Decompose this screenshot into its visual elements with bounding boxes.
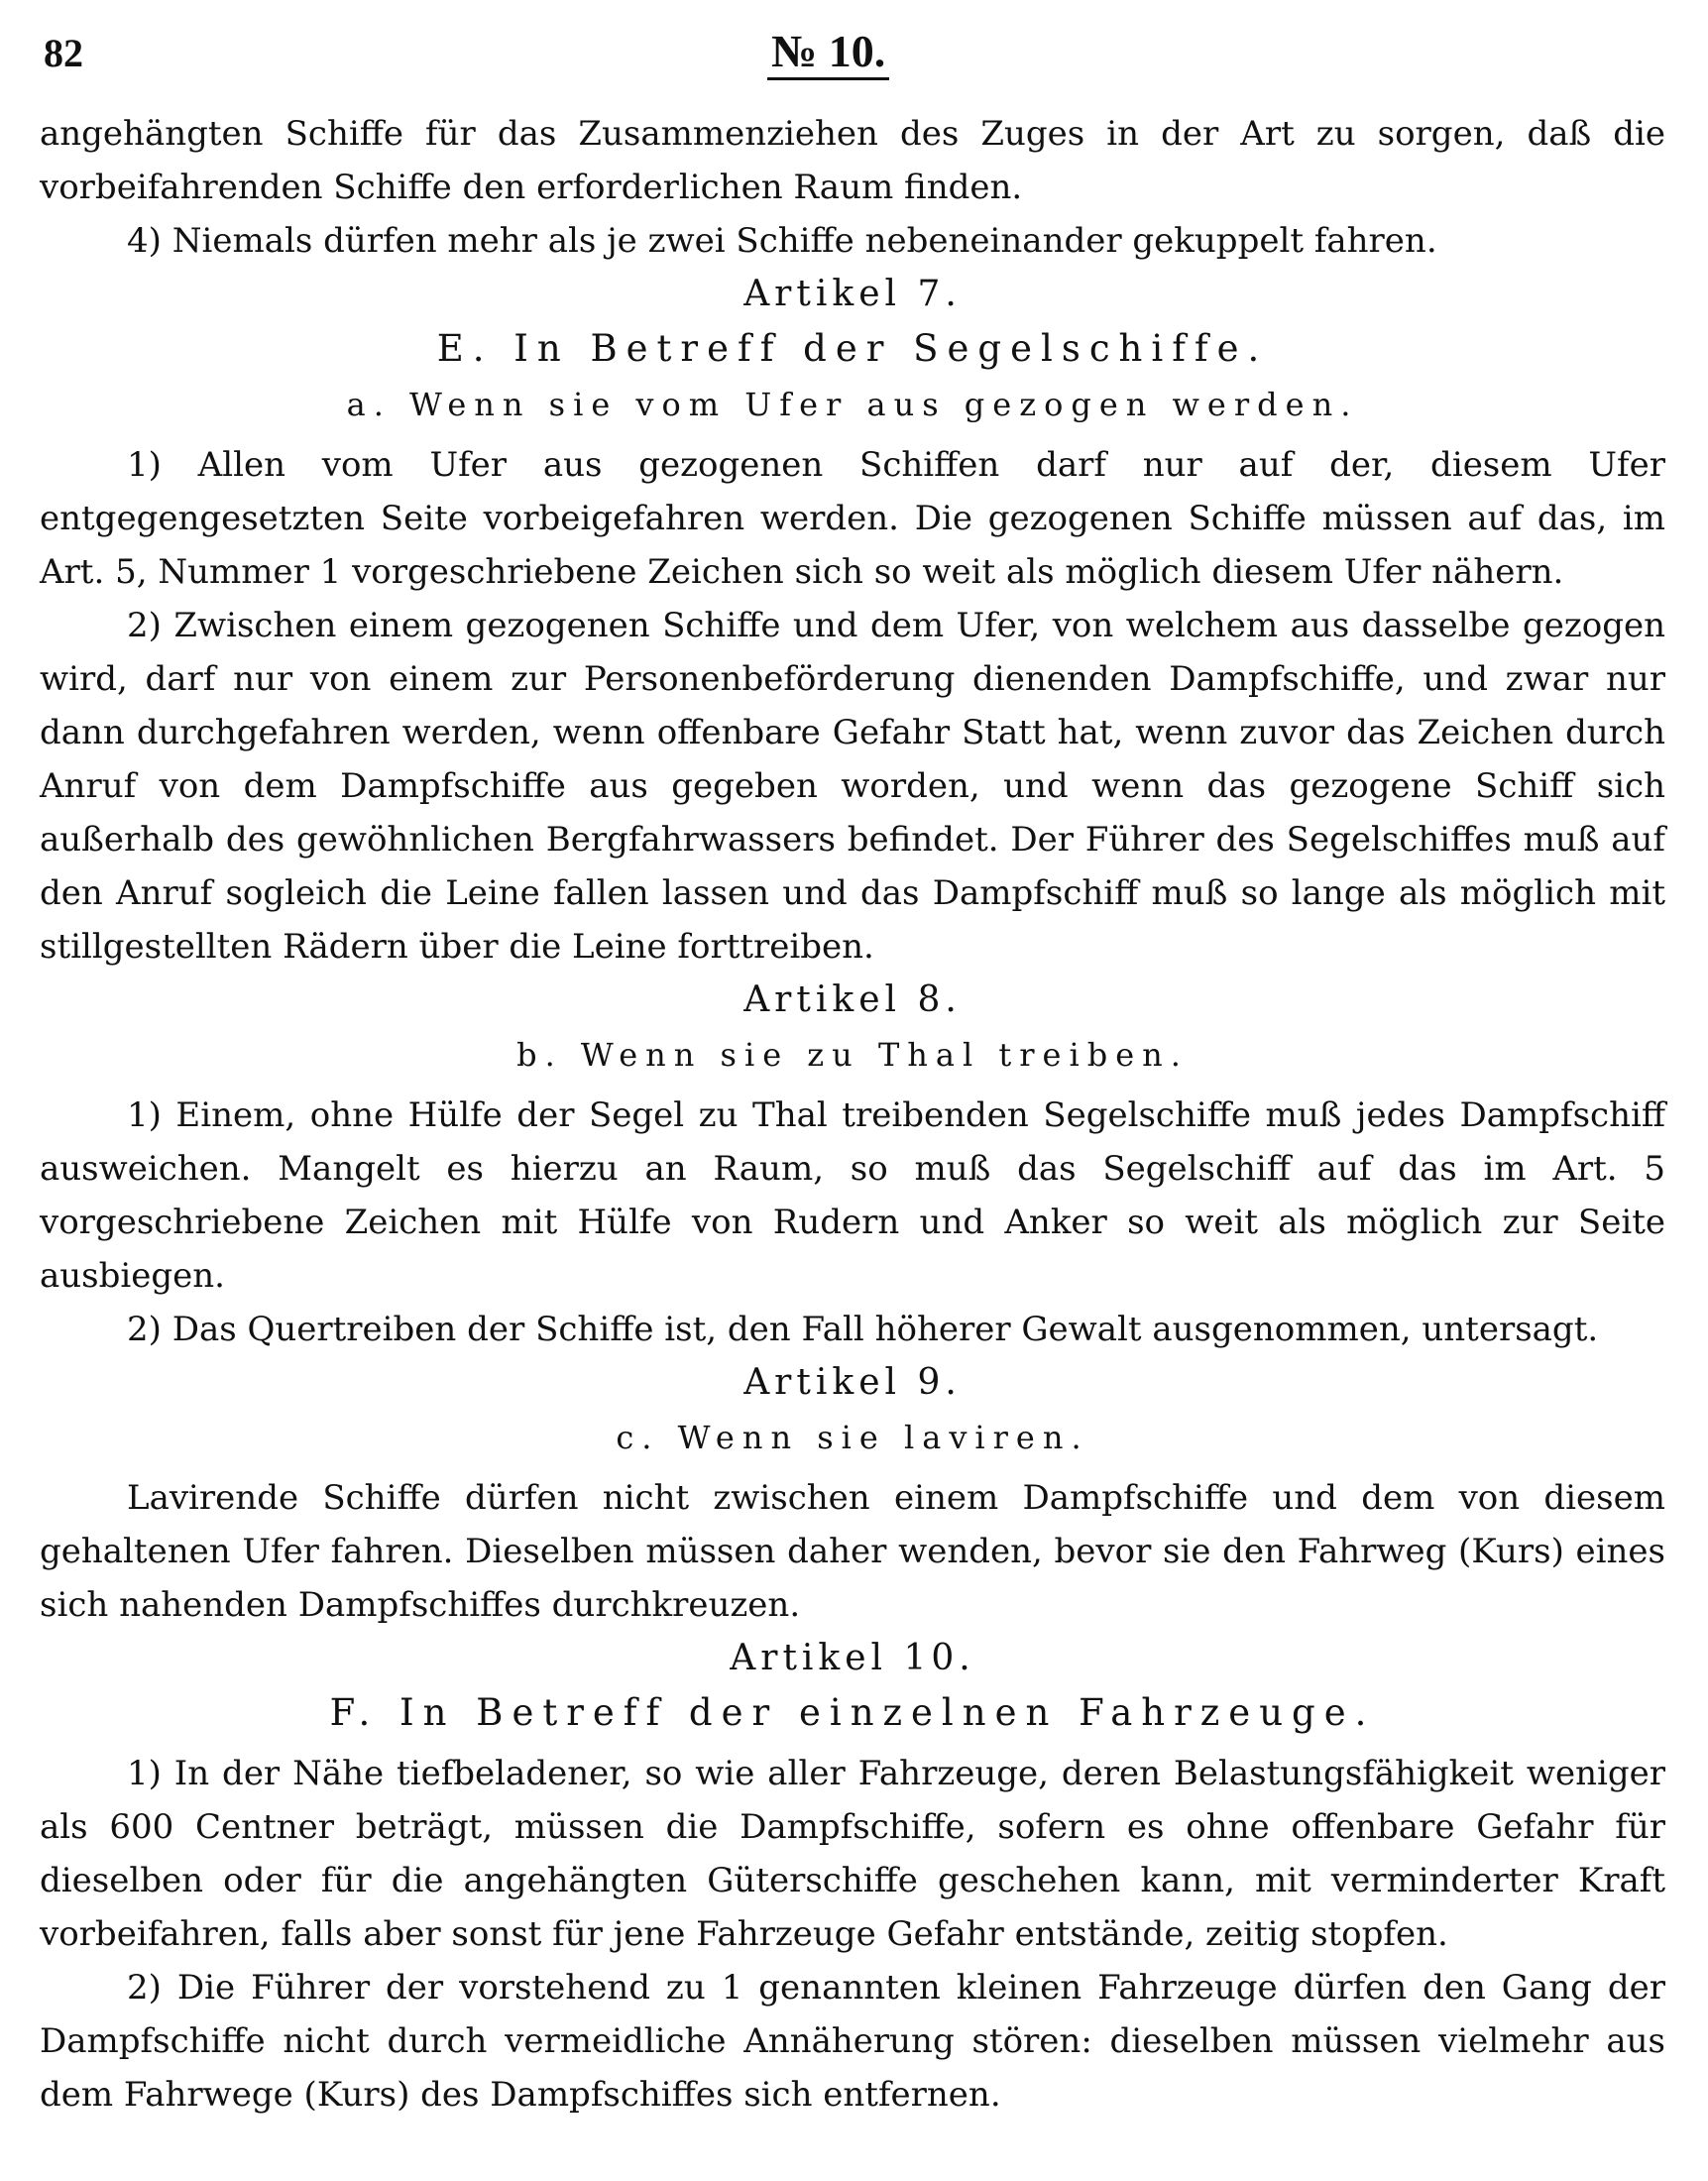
paragraph-art8-2: 2) Das Quertreiben der Schiffe ist, den Fall höherer Gewalt ausgenommen, untersagt. — [127, 1310, 1599, 1349]
paragraph-art10-1: 1) In der Nähe tiefbeladener, so wie aller Fahrzeuge, deren Belastungsfähigkeit weniger als 600 Centner beträgt, müssen die Dampfschiffe, sofern es ohne offenbare Gefahr für dieselben oder für die angehängten Güterschiffe geschehen kann, mit verminderter Kraft vorbeifahren, falls aber sonst für jene Fahrzeuge Gefahr entstände, zeitig stopfen. — [40, 1754, 1665, 1954]
paragraph-art8-1: 1) Einem, ohne Hülfe der Segel zu Thal treibenden Segelschiffe muß jedes Dampfschiff ausweichen. Mangelt es hierzu an Raum, so muß das Segelschiff auf das im Art. 5 vorgeschriebene Zeichen mit Hülfe von Rudern und Anker so weit als möglich zur Seite ausbiegen. — [40, 1095, 1665, 1296]
article-10-heading: Artikel 10. — [730, 1638, 975, 1678]
paragraph-art7-1: 1) Allen vom Ufer aus gezogenen Schiffen darf nur auf der, diesem Ufer entgegengesetzten Seite vorbeigefahren werden. Die gezogenen Schiffe müssen auf das, im Art. 5, Nummer 1 vorgeschriebene Zeichen sich so weit als möglich diesem Ufer nähern. — [40, 445, 1665, 592]
subsection-c-heading: c. Wenn sie laviren. — [616, 1419, 1089, 1456]
article-7-heading: Artikel 7. — [743, 274, 962, 314]
article-9-heading: Artikel 9. — [743, 1362, 962, 1403]
section-e-heading: E. In Betreff der Segelschiffe. — [436, 327, 1269, 370]
paragraph-art10-2: 2) Die Führer der vorstehend zu 1 genannten kleinen Fahrzeuge dürfen den Gang der Dampfschiffe nicht durch vermeidliche Annäherung stören: dieselben müssen vielmehr aus dem Fahrwege (Kurs) des Dampfschiffes sich entfernen. — [40, 1968, 1665, 2115]
paragraph-continuation: angehängten Schiffe für das Zusammenziehen des Zuges in der Art zu sorgen, daß die vorbeifahrenden Schiffe den erforderlichen Raum finden. — [40, 114, 1665, 207]
paragraph-rule-4: 4) Niemals dürfen mehr als je zwei Schiffe nebeneinander gekuppelt fahren. — [127, 221, 1437, 261]
paragraph-art7-2: 2) Zwischen einem gezogenen Schiffe und dem Ufer, von welchem aus dasselbe gezogen wird, darf nur von einem zur Personenbeförderung dienenden Dampfschiffe, und zwar nur dann durchgefahren werden, wenn offenbare Gefahr Statt hat, wenn zuvor das Zeichen durch Anruf von dem Dampfschiffe aus gegeben worden, und wenn das gezogene Schiff sich außerhalb des gewöhnlichen Bergfahrwassers befindet. Der Führer des Segelschiffes muß auf den Anruf sogleich die Leine fallen lassen und das Dampfschiff muß so lange als möglich mit stillgestellten Rädern über die Leine forttreiben. — [40, 606, 1665, 967]
section-f-heading: F. In Betreff der einzelnen Fahrzeuge. — [329, 1691, 1376, 1734]
article-8-heading: Artikel 8. — [743, 979, 962, 1020]
subsection-b-heading: b. Wenn sie zu Thal treiben. — [516, 1036, 1189, 1074]
page-header — [44, 26, 1669, 85]
subsection-a-heading: a. Wenn sie vom Ufer aus gezogen werden. — [346, 386, 1359, 423]
issue-number: № 10. — [767, 26, 889, 80]
page-body — [40, 107, 1665, 2122]
page-number: 82 — [44, 31, 83, 75]
paragraph-art9: Lavirende Schiffe dürfen nicht zwischen einem Dampfschiffe und dem von diesem gehaltenen Ufer fahren. Dieselben müssen daher wenden, bevor sie den Fahrweg (Kurs) eines sich nahenden Dampfschiffes durchkreuzen. — [40, 1478, 1665, 1625]
